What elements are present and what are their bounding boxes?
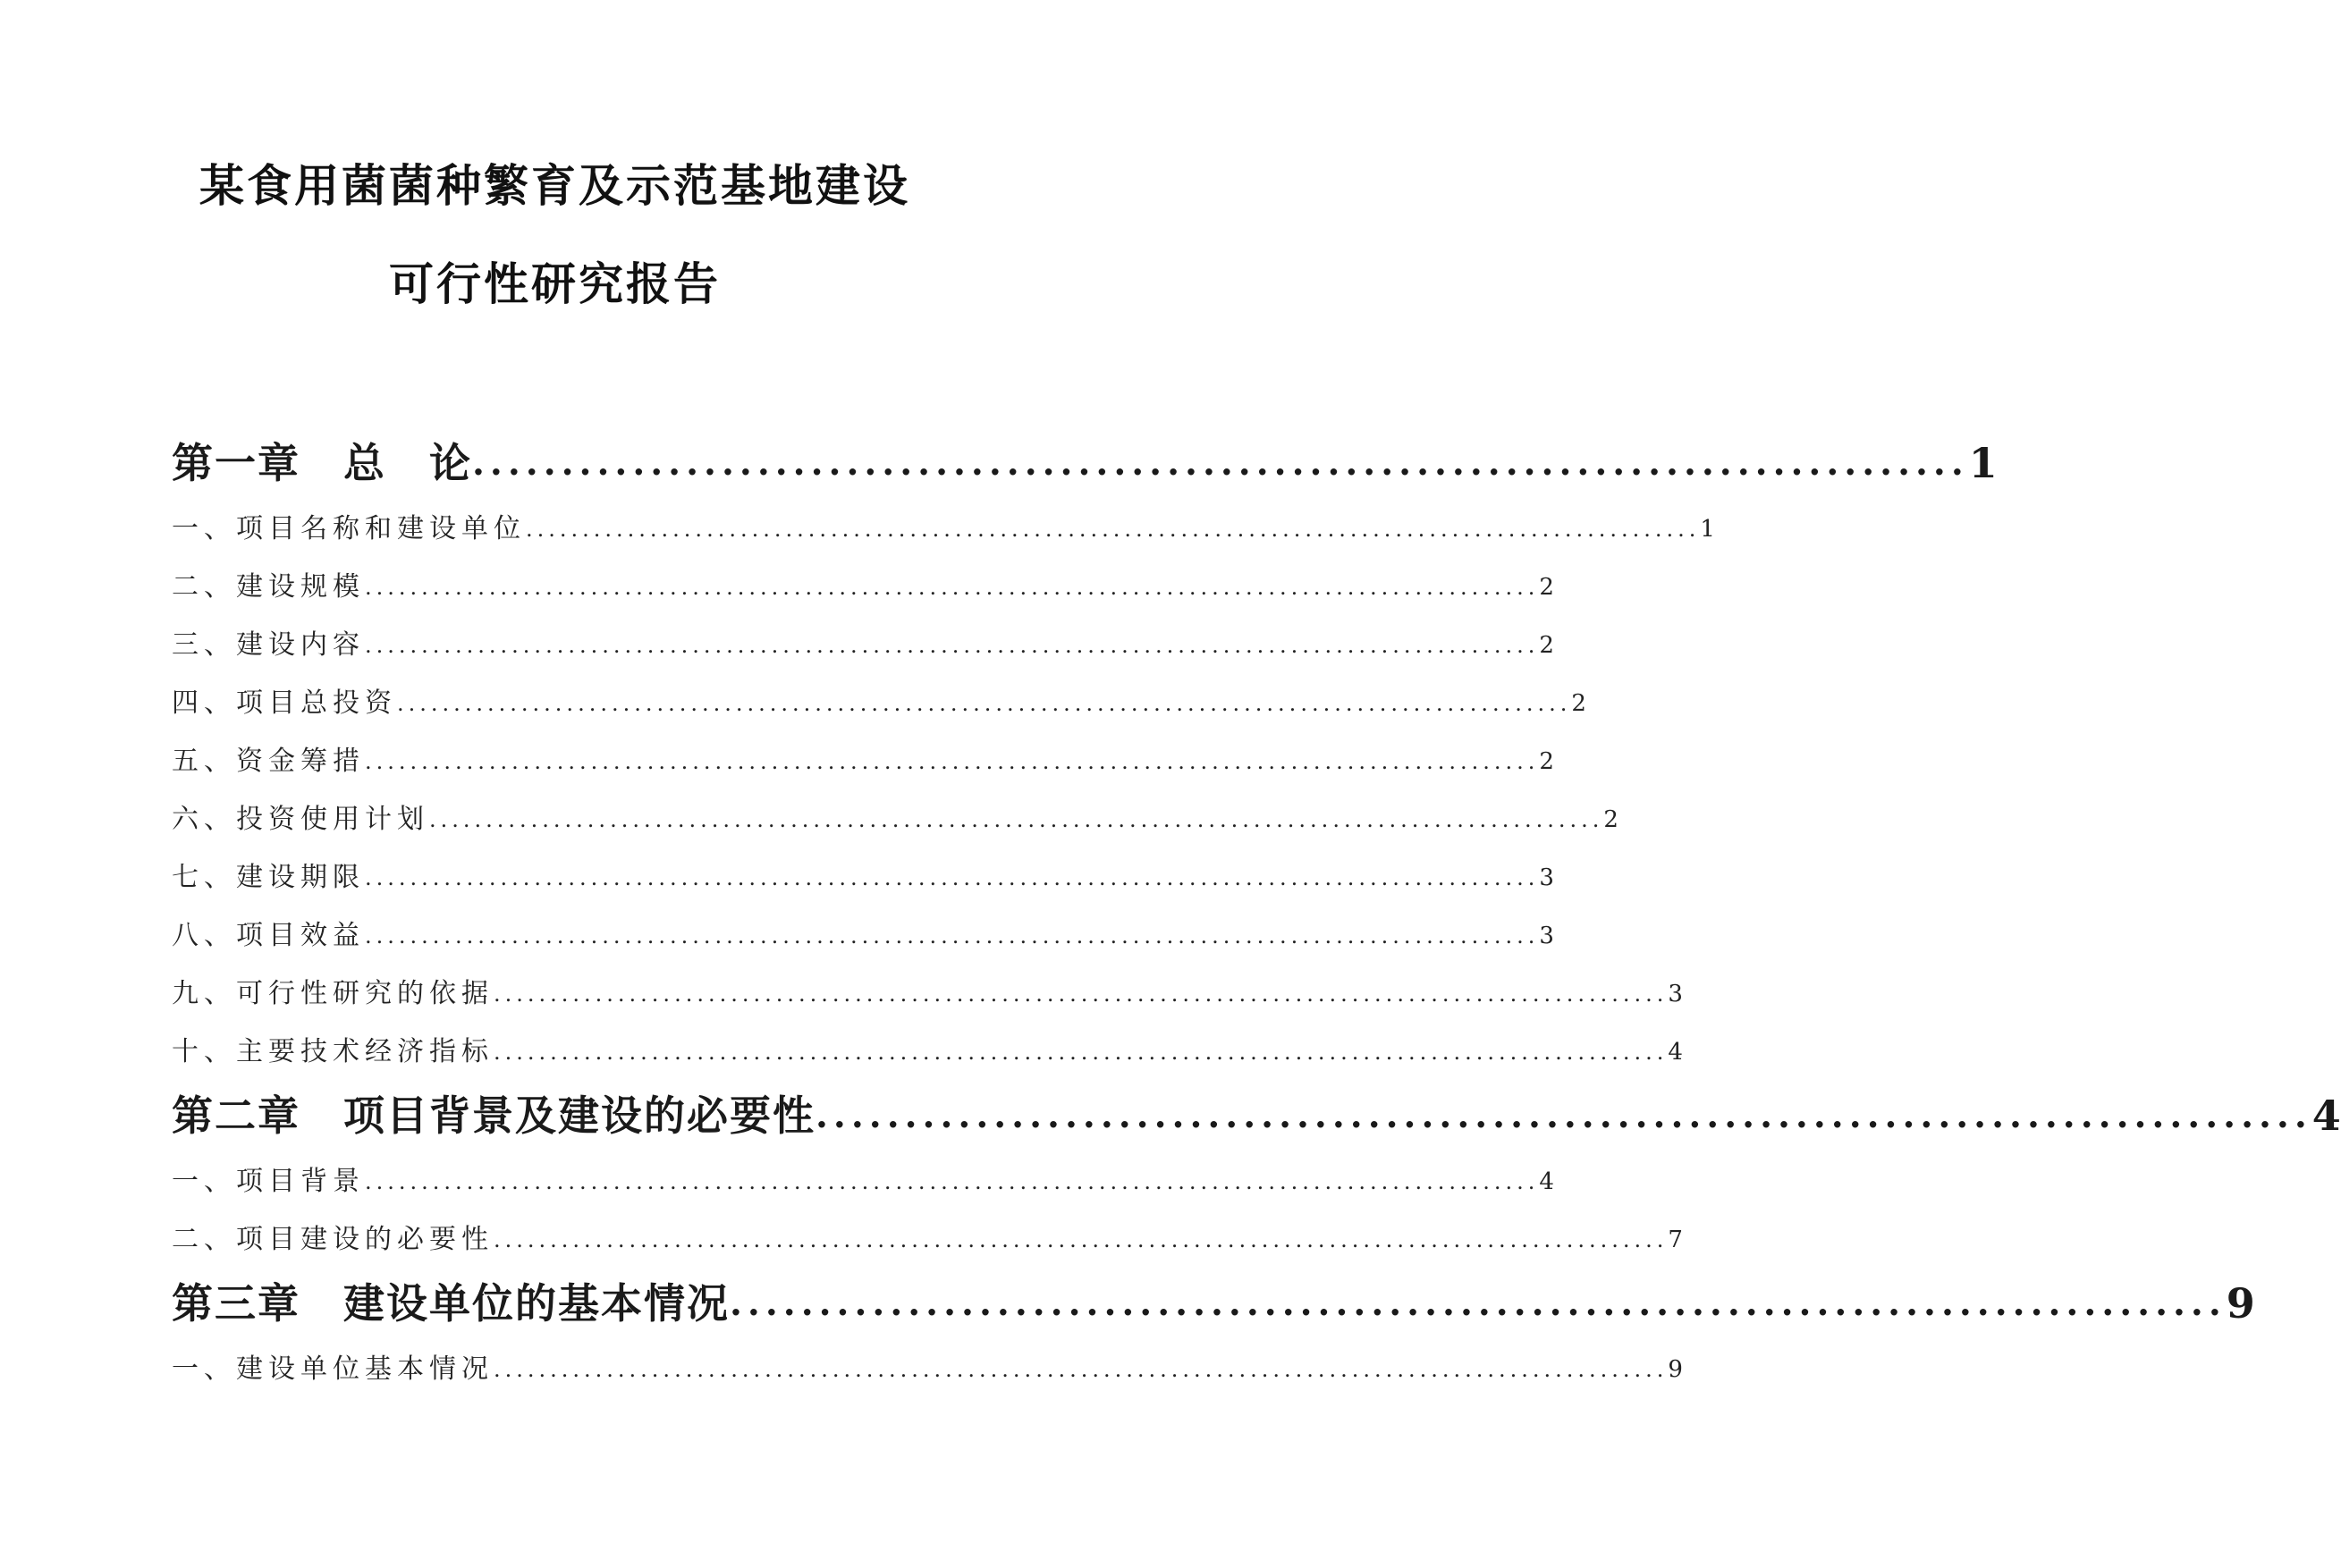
- toc-page-number: 9: [1668, 1356, 1683, 1383]
- toc-leader-dots: ........................................................................................................: [365, 923, 1540, 948]
- toc-leader-dots: ........................................................................................................: [365, 865, 1540, 890]
- toc-label: 第二章 项目背景及建设的必要性: [172, 1092, 816, 1140]
- toc-chapter-2[interactable]: [172, 1089, 2341, 1142]
- toc-page-number: 1: [1968, 439, 1998, 487]
- toc-label: 六、投资使用计划: [172, 804, 429, 835]
- toc-section-1-4[interactable]: [172, 686, 1586, 721]
- toc-label: 第一章 总 论: [172, 439, 472, 487]
- toc-chapter-3[interactable]: [172, 1277, 2255, 1330]
- toc-label: 三、建设内容: [172, 629, 365, 661]
- toc-leader-dots: ....................................................................................: [816, 1094, 2312, 1136]
- toc-label: 二、建设规模: [172, 571, 365, 603]
- toc-section-1-2[interactable]: [172, 569, 1554, 605]
- toc-page-number: 2: [1539, 574, 1554, 601]
- toc-label: 一、项目名称和建设单位: [172, 513, 526, 544]
- toc-leader-dots: ........................................................................................................: [365, 749, 1540, 774]
- document-title-line1: 某食用菌菌种繁育及示范基地建设: [199, 160, 910, 212]
- toc-section-1-10[interactable]: [172, 1034, 1683, 1070]
- toc-leader-dots: ........................................................................................................: [494, 1357, 1669, 1382]
- toc-section-1-9[interactable]: [172, 976, 1683, 1012]
- toc-leader-dots: ........................................................................................................: [365, 1169, 1540, 1194]
- toc-section-1-7[interactable]: [172, 860, 1554, 896]
- toc-label: 二、项目建设的必要性: [172, 1224, 494, 1255]
- toc-page-number: 1: [1700, 516, 1715, 543]
- toc-leader-dots: ........................................................................................................: [494, 1040, 1669, 1065]
- toc-label: 九、可行性研究的依据: [172, 978, 494, 1009]
- toc-section-3-1[interactable]: [172, 1352, 1683, 1387]
- toc-page-number: 2: [1539, 632, 1554, 659]
- toc-chapter-1[interactable]: [172, 436, 1998, 490]
- toc-leader-dots: ........................................................................................................: [365, 633, 1540, 658]
- toc-label: 一、建设单位基本情况: [172, 1353, 494, 1385]
- toc-page-number: 4: [1539, 1168, 1554, 1195]
- toc-label: 一、项目背景: [172, 1166, 365, 1197]
- document-title-line2: 可行性研究报告: [389, 258, 721, 310]
- toc-section-2-1[interactable]: [172, 1164, 1554, 1200]
- toc-section-1-1[interactable]: [172, 511, 1715, 547]
- toc-page-number: 2: [1603, 806, 1618, 833]
- toc-section-1-6[interactable]: [172, 802, 1618, 838]
- toc-leader-dots: ........................................................................................................: [365, 575, 1540, 600]
- toc-page-number: 2: [1539, 748, 1554, 775]
- toc-label: 五、资金筹措: [172, 746, 365, 777]
- toc-page-number: 4: [1668, 1039, 1683, 1066]
- toc-leader-dots: ........................................................................................................: [397, 691, 1572, 716]
- toc-section-2-2[interactable]: [172, 1222, 1683, 1258]
- toc-section-1-8[interactable]: [172, 918, 1554, 954]
- toc-section-1-5[interactable]: [172, 744, 1554, 780]
- toc-page-number: 9: [2226, 1279, 2255, 1328]
- toc-leader-dots: ........................................................................................................: [429, 807, 1604, 832]
- toc-label: 十、主要技术经济指标: [172, 1036, 494, 1067]
- toc-label: 八、项目效益: [172, 920, 365, 951]
- toc-leader-dots: ....................................................................................: [472, 442, 1969, 484]
- toc-leader-dots: ....................................................................................: [730, 1282, 2227, 1324]
- toc-leader-dots: ........................................................................................................: [494, 1227, 1669, 1252]
- toc-page-number: 2: [1571, 690, 1586, 717]
- toc-label: 四、项目总投资: [172, 687, 397, 719]
- toc-page-number: 4: [2311, 1092, 2341, 1140]
- toc-page-number: 3: [1539, 864, 1554, 891]
- toc-leader-dots: ........................................................................................................: [526, 517, 1701, 542]
- toc-section-1-3[interactable]: [172, 628, 1554, 663]
- toc-label: 第三章 建设单位的基本情况: [172, 1279, 730, 1328]
- toc-page-number: 3: [1539, 923, 1554, 949]
- toc-label: 七、建设期限: [172, 862, 365, 893]
- toc-leader-dots: ........................................................................................................: [494, 982, 1669, 1007]
- toc-page-number: 7: [1668, 1227, 1683, 1253]
- toc-page-number: 3: [1668, 981, 1683, 1007]
